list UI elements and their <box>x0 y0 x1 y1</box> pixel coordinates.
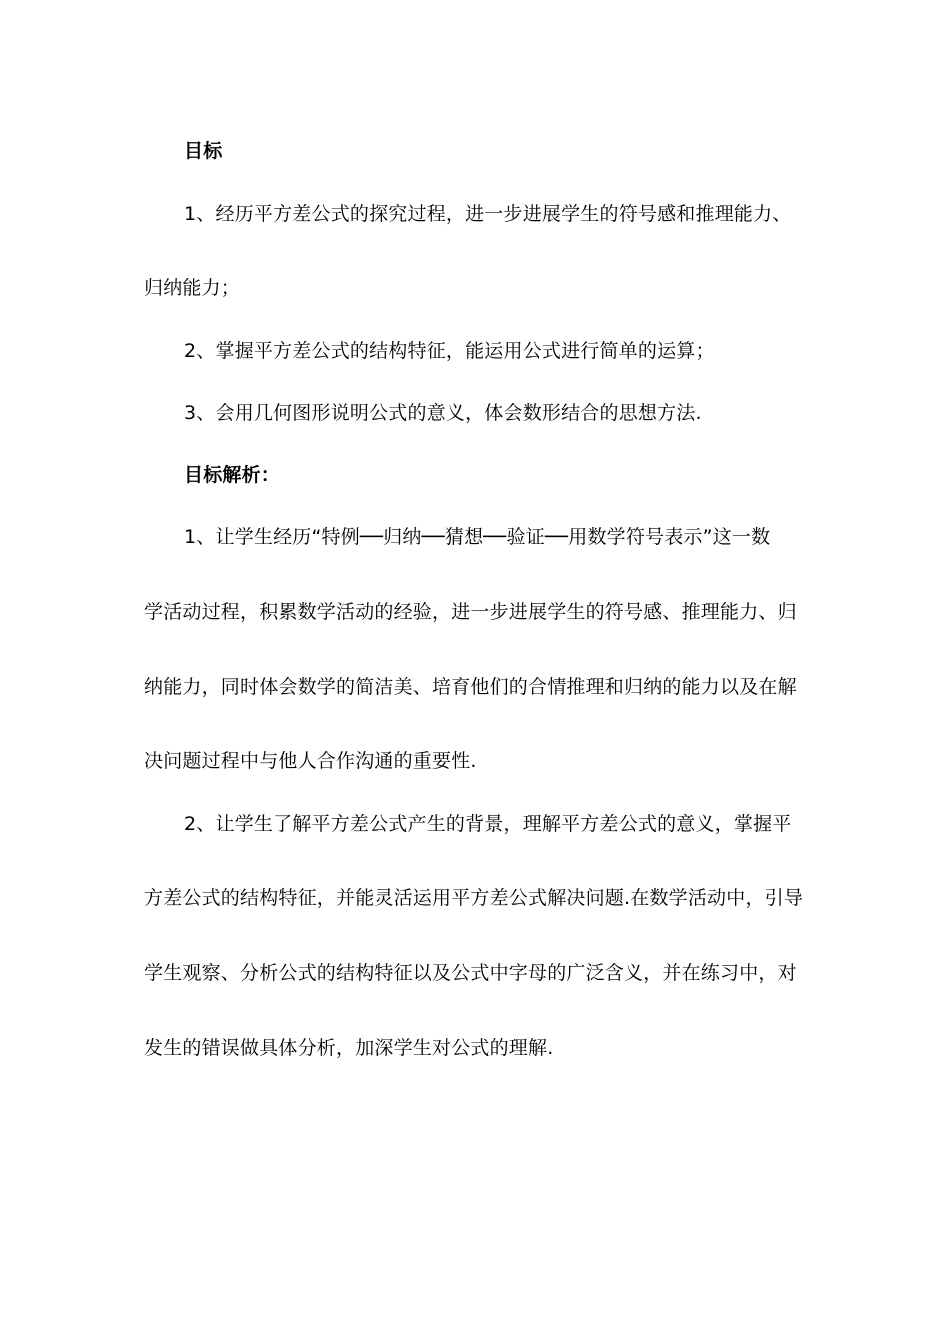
analysis-heading: 目标解析： <box>184 464 281 486</box>
analysis-2-line-1: 2、让学生了解平方差公式产生的背景，理解平方差公式的意义，掌握平 <box>184 813 792 835</box>
analysis-1-line-4: 决问题过程中与他人合作沟通的重要性. <box>144 750 477 772</box>
analysis-2-line-2: 方差公式的结构特征，并能灵活运用平方差公式解决问题.在数学活动中，引导 <box>144 887 804 909</box>
goal-2-line-1: 2、掌握平方差公式的结构特征，能运用公式进行简单的运算； <box>184 340 715 362</box>
analysis-1-line-3: 纳能力，同时体会数学的简洁美、培育他们的合情推理和归纳的能力以及在解 <box>144 676 797 698</box>
analysis-1-line-2: 学活动过程，积累数学活动的经验，进一步进展学生的符号感、推理能力、归 <box>144 601 797 623</box>
goals-heading: 目标 <box>184 140 223 162</box>
analysis-2-line-4: 发生的错误做具体分析，加深学生对公式的理解. <box>144 1037 554 1059</box>
analysis-1-line-1: 1、让学生经历“特例──归纳──猜想──验证──用数学符号表示”这一数 <box>184 526 771 548</box>
goal-3-line-1: 3、会用几何图形说明公式的意义，体会数形结合的思想方法. <box>184 402 702 424</box>
goal-1-line-2: 归纳能力； <box>144 277 241 299</box>
goal-1-line-1: 1、经历平方差公式的探究过程，进一步进展学生的符号感和推理能力、 <box>184 203 792 225</box>
analysis-2-line-3: 学生观察、分析公式的结构特征以及公式中字母的广泛含义，并在练习中，对 <box>144 962 797 984</box>
